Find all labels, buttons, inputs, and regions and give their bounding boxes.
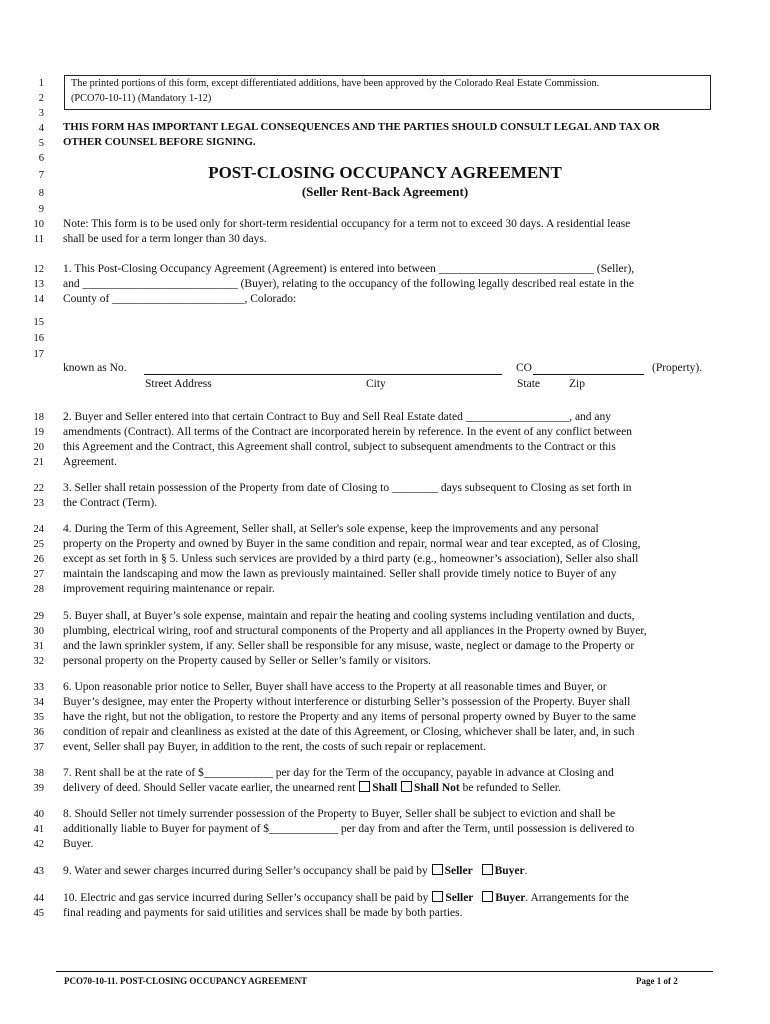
line-number: 19 xyxy=(33,427,44,438)
line-number: 3 xyxy=(38,108,44,119)
line-number: 21 xyxy=(33,457,44,468)
line-number: 1 xyxy=(38,78,44,89)
line-number: 43 xyxy=(33,866,44,877)
electric-buyer-checkbox[interactable] xyxy=(482,891,493,902)
section-9-end: . xyxy=(524,865,528,877)
footer-page-number: Page 1 of 2 xyxy=(636,976,678,986)
line-number: 4 xyxy=(38,123,44,134)
section-9-line xyxy=(63,864,707,879)
line-number: 31 xyxy=(33,641,44,652)
line-number: 28 xyxy=(33,584,44,595)
line-number: 33 xyxy=(33,682,44,693)
section-6-line-1: 6. Upon reasonable prior notice to Seller, Buyer shall have access to the Property at all reasonable times and Buyer, or xyxy=(63,681,607,693)
shall-not-label: Shall Not xyxy=(414,782,460,794)
line-number: 34 xyxy=(33,697,44,708)
line-number: 14 xyxy=(33,294,44,305)
line-number: 10 xyxy=(33,219,44,230)
section-1-line-3: County of _______________________, Colorado: xyxy=(63,293,297,305)
line-number: 25 xyxy=(33,539,44,550)
line-number: 41 xyxy=(33,824,44,835)
line-number: 30 xyxy=(33,626,44,637)
footer-form-name: PCO70-10-11. POST-CLOSING OCCUPANCY AGREEMENT xyxy=(64,976,308,986)
section-7-refund-text: be refunded to Seller. xyxy=(462,782,561,794)
shall-label: Shall xyxy=(372,782,398,794)
section-4-line-4: maintain the landscaping and mow the lawn as previously maintained. Seller shall provide timely notice to Buyer of any xyxy=(63,568,617,580)
section-3-line-2: the Contract (Term). xyxy=(63,497,158,509)
line-number: 7 xyxy=(38,170,44,181)
line-number: 39 xyxy=(33,783,44,794)
footer-rule xyxy=(56,971,713,972)
line-number: 27 xyxy=(33,569,44,580)
property-label: (Property). xyxy=(652,362,703,374)
form-code-line: (PCO70-10-11) (Mandatory 1-12) xyxy=(71,93,212,104)
street-city-underline[interactable] xyxy=(144,374,502,375)
line-number: 13 xyxy=(33,279,44,290)
section-3-line-1: 3. Seller shall retain possession of the Property from date of Closing to ________ days subsequent to Closing as set forth in xyxy=(63,482,632,494)
shall-checkbox[interactable] xyxy=(359,781,370,792)
line-number: 2 xyxy=(38,93,44,104)
water-seller-label: Seller xyxy=(444,865,473,877)
section-4-line-2: property on the Property and owned by Buyer in the same condition and repair, normal wear and tear excepted, as of Closing, xyxy=(63,538,641,550)
line-number: 18 xyxy=(33,412,44,423)
line-number: 9 xyxy=(38,204,44,215)
page-title: POST-CLOSING OCCUPANCY AGREEMENT xyxy=(208,163,562,182)
water-seller-checkbox[interactable] xyxy=(432,864,443,875)
legal-warning-line-2: OTHER COUNSEL BEFORE SIGNING. xyxy=(63,136,256,148)
section-2-line-2: amendments (Contract). All terms of the Contract are incorporated herein by reference. In the event of any conflict between xyxy=(63,426,633,438)
section-10-text: 10. Electric and gas service incurred during Seller’s occupancy shall be paid by xyxy=(63,892,429,904)
zip-underline[interactable] xyxy=(533,374,644,375)
line-number: 26 xyxy=(33,554,44,565)
line-number: 12 xyxy=(33,264,44,275)
line-number: 22 xyxy=(33,483,44,494)
section-1-line-2: and ___________________________ (Buyer), relating to the occupancy of the following legally described real estate in the xyxy=(63,278,635,290)
shall-not-checkbox[interactable] xyxy=(401,781,412,792)
section-9-text: 9. Water and sewer charges incurred during Seller’s occupancy shall be paid by xyxy=(63,865,428,877)
section-4-line-5: improvement requiring maintenance or repair. xyxy=(63,583,275,595)
line-number: 29 xyxy=(33,611,44,622)
city-label: City xyxy=(366,378,386,390)
section-5-line-1: 5. Buyer shall, at Buyer’s sole expense, maintain and repair the heating and cooling systems including ventilation and ducts, xyxy=(63,610,635,622)
section-2-line-1: 2. Buyer and Seller entered into that certain Contract to Buy and Sell Real Estate dated __________________, and any xyxy=(63,411,612,423)
section-4-line-1: 4. During the Term of this Agreement, Seller shall, at Seller's sole expense, keep the improvements and any personal xyxy=(63,523,599,535)
section-7-line-2 xyxy=(63,781,707,796)
section-10-line-1 xyxy=(63,891,707,906)
section-5-line-4: personal property on the Property caused by Seller or Seller’s family or visitors. xyxy=(63,655,432,667)
section-2-line-4: Agreement. xyxy=(63,456,117,468)
line-number: 20 xyxy=(33,442,44,453)
approval-notice-box xyxy=(64,75,711,110)
line-number: 42 xyxy=(33,839,44,850)
co-label: CO xyxy=(516,362,532,374)
section-8-line-2: additionally liable to Buyer for payment of $____________ per day from and after the Term, until possession is delivered to xyxy=(63,823,635,835)
line-number: 32 xyxy=(33,656,44,667)
line-number: 40 xyxy=(33,809,44,820)
line-number: 16 xyxy=(33,333,44,344)
section-1-line-1: 1. This Post-Closing Occupancy Agreement (Agreement) is entered into between ___________________________ (Seller), xyxy=(63,263,635,275)
line-number: 38 xyxy=(33,768,44,779)
section-5-line-2: plumbing, electrical wiring, roof and structural components of the Property and all appliances in the Property owned by Buyer, xyxy=(63,625,647,637)
note-line-1: Note: This form is to be used only for short-term residential occupancy for a term not to exceed 30 days. A residential lease xyxy=(63,218,631,230)
line-number: 6 xyxy=(38,153,44,164)
section-5-line-3: and the lawn sprinkler system, if any. Seller shall be responsible for any misuse, waste, neglect or damage to the Property or xyxy=(63,640,635,652)
line-number: 17 xyxy=(33,349,44,360)
zip-label: Zip xyxy=(569,378,585,390)
section-8-line-1: 8. Should Seller not timely surrender possession of the Property to Buyer, Seller shall be subject to eviction and shall be xyxy=(63,808,616,820)
state-label: State xyxy=(517,378,540,390)
electric-seller-label: Seller xyxy=(445,892,474,904)
line-number: 5 xyxy=(38,138,44,149)
line-number: 37 xyxy=(33,742,44,753)
line-number: 11 xyxy=(33,234,44,245)
section-10-end: . Arrangements for the xyxy=(525,892,629,904)
water-buyer-label: Buyer xyxy=(494,865,525,877)
section-4-line-3: except as set forth in § 5. Unless such services are provided by a third party (e.g., homeowner’s association), Seller also shall xyxy=(63,553,639,565)
section-6-line-3: have the right, but not the obligation, to restore the Property and any items of personal property owned by Buyer to the same xyxy=(63,711,636,723)
section-6-line-4: condition of repair and cleanliness as existed at the date of this Agreement, or Closing, whichever shall be later, and, in such xyxy=(63,726,635,738)
note-line-2: shall be used for a term longer than 30 days. xyxy=(63,233,267,245)
page-subtitle: (Seller Rent-Back Agreement) xyxy=(301,184,469,199)
line-number: 36 xyxy=(33,727,44,738)
section-7-rent-text: delivery of deed. Should Seller vacate earlier, the unearned rent xyxy=(63,782,356,794)
section-6-line-5: event, Seller shall pay Buyer, in addition to the rent, the costs of such repair or replacement. xyxy=(63,741,486,753)
section-10-line-2: final reading and payments for said utilities and services shall be made by both parties. xyxy=(63,907,463,919)
legal-warning-line-1: THIS FORM HAS IMPORTANT LEGAL CONSEQUENCES AND THE PARTIES SHOULD CONSULT LEGAL AND TAX OR xyxy=(63,121,660,133)
street-address-label: Street Address xyxy=(145,378,212,390)
line-number: 23 xyxy=(33,498,44,509)
known-as-label: known as No. xyxy=(63,362,127,374)
electric-buyer-label: Buyer xyxy=(495,892,526,904)
section-7-line-1: 7. Rent shall be at the rate of $____________ per day for the Term of the occupancy, payable in advance at Closing and xyxy=(63,767,614,779)
line-number: 44 xyxy=(33,893,44,904)
section-8-line-3: Buyer. xyxy=(63,838,94,850)
approval-notice-line: The printed portions of this form, except differentiated additions, have been approved by the Colorado Real Estate Commission. xyxy=(71,78,600,89)
water-buyer-checkbox[interactable] xyxy=(482,864,493,875)
section-6-line-2: Buyer’s designee, may enter the Property without interference or disturbing Seller’s possession of the Property. Buyer shall xyxy=(63,696,631,708)
electric-seller-checkbox[interactable] xyxy=(432,891,443,902)
line-number: 15 xyxy=(33,317,44,328)
line-number: 24 xyxy=(33,524,44,535)
line-number: 35 xyxy=(33,712,44,723)
line-number: 45 xyxy=(33,908,44,919)
section-2-line-3: this Agreement and the Contract, this Agreement shall control, subject to subsequent amendments to the Contract or this xyxy=(63,441,616,453)
line-number: 8 xyxy=(38,188,44,199)
